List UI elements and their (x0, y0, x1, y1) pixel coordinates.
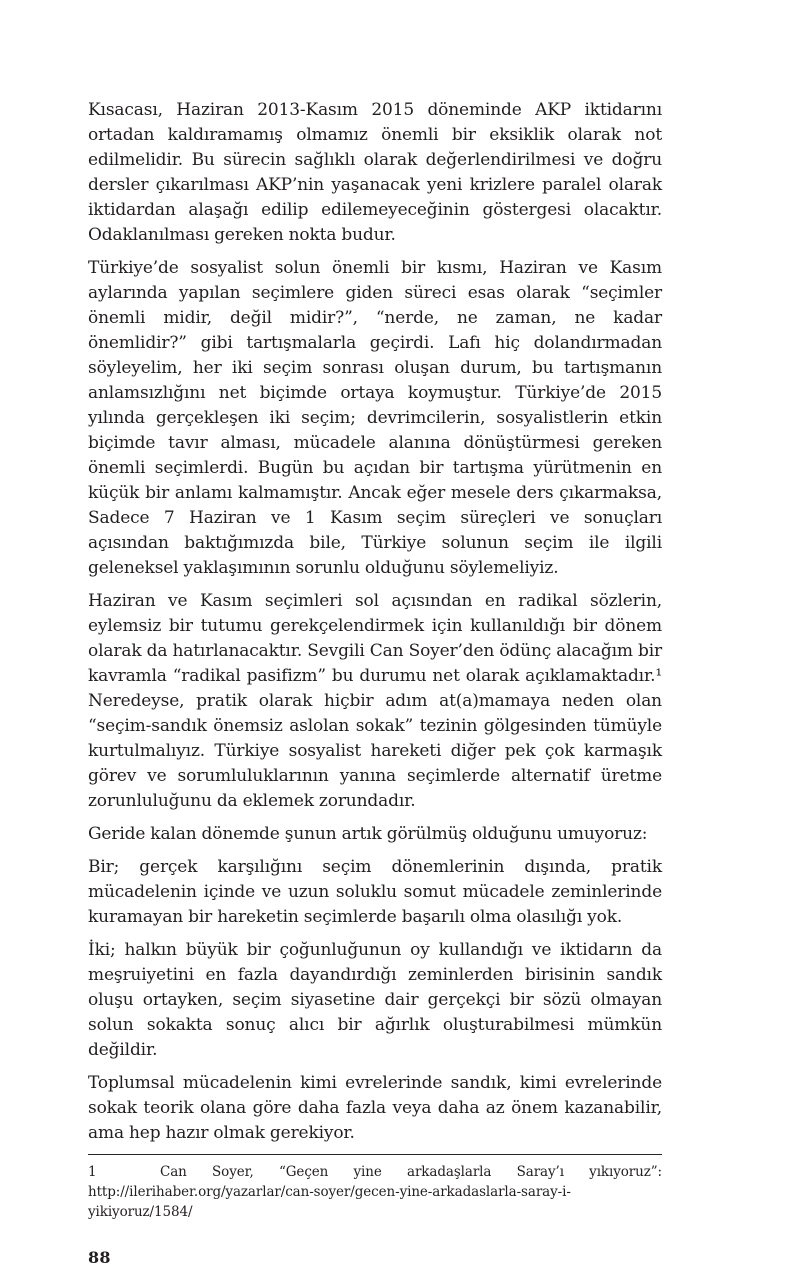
page-number: 88 (88, 1248, 111, 1267)
paragraph: İki; halkın büyük bir çoğunluğunun oy kullandığı ve iktidarın da meşruiyetini en fazla dayandırdığı zeminlerden birisinin sandık oluşu ortayken, seçim siyasetine dair gerçekçi bir sözü olmayan solun sokakta sonuç alıcı bir ağırlık oluşturabilmesi mümkün değildir. (88, 940, 662, 1060)
paragraph: Bir; gerçek karşılığını seçim dönemlerinin dışında, pratik mücadelenin içinde ve uzun soluklu somut mücadele zeminlerinde kuramayan bir hareketin seçimlerde başarılı olma olasılığı yok. (88, 857, 662, 927)
paragraph: Türkiye’de sosyalist solun önemli bir kısmı, Haziran ve Kasım aylarında yapılan seçimlere giden süreci esas olarak “seçimler önemli midir, değil midir?”, “nerde, ne zaman, ne kadar önemlidir?” gibi tartışmalarla geçirdi. Lafı hiç dolandırmadan söyleyelim, her iki seçim sonrası oluşan durum, bu tartışmanın anlamsızlığını net biçimde ortaya koymuştur. Türkiye’de 2015 yılında gerçekleşen iki seçim; devrimcilerin, sosyalistlerin etkin biçimde tavır alması, mücadele alanına dönüştürmesi gereken önemli seçimlerdi. Bugün bu açıdan bir tartışma yürütmenin en küçük bir anlamı kalmamıştır. Ancak eğer mesele ders çıkarmaksa, Sadece 7 Haziran ve 1 Kasım seçim süreçleri ve sonuçları açısından baktığımızda bile, Türkiye solunun seçim ile ilgili geleneksel yaklaşımının sorunlu olduğunu söylemeliyiz. (88, 258, 662, 578)
footnote (88, 1154, 662, 1222)
paragraph: Kısacası, Haziran 2013-Kasım 2015 döneminde AKP iktidarını ortadan kaldıramamış olmamız önemli bir eksiklik olarak not edilmelidir. Bu sürecin sağlıklı olarak değerlendirilmesi ve doğru dersler çıkarılması AKP’nin yaşanacak yeni krizlere paralel olarak iktidardan alaşağı edilip edilemeyeceğinin göstergesi olacaktır. Odaklanılması gereken nokta budur. (88, 100, 662, 245)
paragraph: Geride kalan dönemde şunun artık görülmüş olduğunu umuyoruz: (88, 824, 648, 844)
paragraph: Haziran ve Kasım seçimleri sol açısından en radikal sözlerin, eylemsiz bir tutumu gerekçelendirmek için kullanıldığı bir dönem olarak da hatırlanacaktır. Sevgili Can Soyer’den ödünç alacağım bir kavramla “radikal pasifizm” bu durumu net olarak açıklamaktadır.¹ Neredeyse, pratik olarak hiçbir adım at(a)mamaya neden olan “seçim-sandık önemsiz aslolan sokak” tezinin gölgesinden tümüyle kurtulmalıyız. Türkiye sosyalist hareketi diğer pek çok karmaşık görev ve sorumluluklarının yanına seçimlerde alternatif üretme zorunluluğunu da eklemek zorundadır. (88, 591, 662, 811)
footnote-marker: 1 (88, 1164, 97, 1180)
body-text (88, 98, 662, 1146)
footnote-text: Can Soyer, “Geçen yine arkadaşlarla Saray’ı yıkıyoruz”: http://ilerihaber.org/yazarlar/can-soyer/gecen-yine-arkadaslarla-saray-i-yikiyoruz/1584/ (88, 1164, 662, 1220)
paragraph: Toplumsal mücadelenin kimi evrelerinde sandık, kimi evrelerinde sokak teorik olana göre daha fazla veya daha az önem kazanabilir, ama hep hazır olmak gerekiyor. (88, 1073, 662, 1143)
